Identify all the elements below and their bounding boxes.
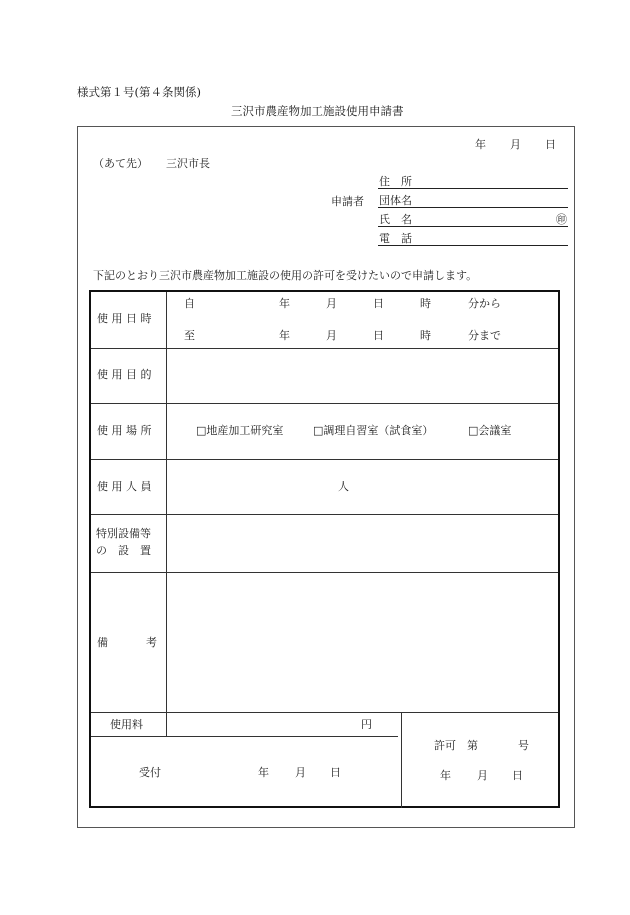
people-unit: 人 [338,480,349,493]
received-month: 月 [295,766,306,779]
applicant-phone-label: 電 話 [379,232,412,245]
date-month: 月 [510,138,521,151]
to-suffix: 分まで [468,329,501,342]
place-option-lab[interactable]: □地産加工研究室 [196,424,284,437]
permit-label: 許可 第 [434,739,478,752]
from-month: 月 [326,297,337,310]
date-year: 年 [475,138,486,151]
applicant-address-line[interactable] [378,188,568,189]
usage-purpose-field[interactable] [167,349,558,401]
received-label: 受付 [139,766,161,779]
from-year: 年 [279,297,290,310]
to-day: 日 [373,329,384,342]
applicant-phone-line[interactable] [378,245,568,246]
from-suffix: 分から [468,297,501,310]
permit-year: 年 [440,769,451,782]
applicant-group-line[interactable] [378,207,568,208]
form-number: 様式第１号(第４条関係) [77,85,201,99]
equipment-label-line1: 特別設備等 [96,527,151,540]
applicant-group-label: 団体名 [379,194,412,207]
row-separator [91,712,558,713]
row-separator [91,514,558,515]
addressee-label: （あて先） [93,157,148,170]
usage-datetime-label: 使 用 日 時 [97,312,152,325]
permit-month: 月 [477,769,488,782]
from-hour: 時 [420,297,431,310]
applicant-name-label: 氏 名 [379,213,412,226]
remarks-field[interactable] [167,573,558,709]
applicant-label: 申請者 [331,195,364,208]
from-day: 日 [373,297,384,310]
usage-purpose-label: 使 用 目 的 [97,368,152,381]
seal-mark: ㊞ [556,213,567,226]
usage-people-label: 使 用 人 員 [97,480,152,493]
form-title: 三沢市農産物加工施設使用申請書 [231,104,404,118]
remarks-label-right: 考 [146,636,157,649]
fee-unit: 円 [361,718,372,731]
row-separator [91,403,558,404]
date-day: 日 [545,138,556,151]
to-month: 月 [326,329,337,342]
place-option-meeting-room[interactable]: □会議室 [468,424,512,437]
row-separator [91,459,558,460]
from-label: 自 [184,297,195,310]
addressee-name: 三沢市長 [166,157,210,170]
to-year: 年 [279,329,290,342]
permit-number-suffix: 号 [518,739,529,752]
request-statement: 下記のとおり三沢市農産物加工施設の使用の許可を受けたいので申請します。 [93,269,478,282]
remarks-label-left: 備 [97,636,108,649]
to-label: 至 [184,329,195,342]
equipment-label-line2: の 設 置 [96,544,151,557]
fee-label: 使用料 [110,718,143,731]
usage-place-label: 使 用 場 所 [97,424,152,437]
received-year: 年 [258,766,269,779]
permit-column-divider [401,712,402,808]
permit-day: 日 [512,769,523,782]
place-option-kitchen[interactable]: □調理自習室（試食室） [313,424,434,437]
applicant-address-label: 住 所 [379,175,412,188]
row-separator [91,736,398,737]
applicant-name-line[interactable] [378,226,568,227]
received-day: 日 [330,766,341,779]
to-hour: 時 [420,329,431,342]
